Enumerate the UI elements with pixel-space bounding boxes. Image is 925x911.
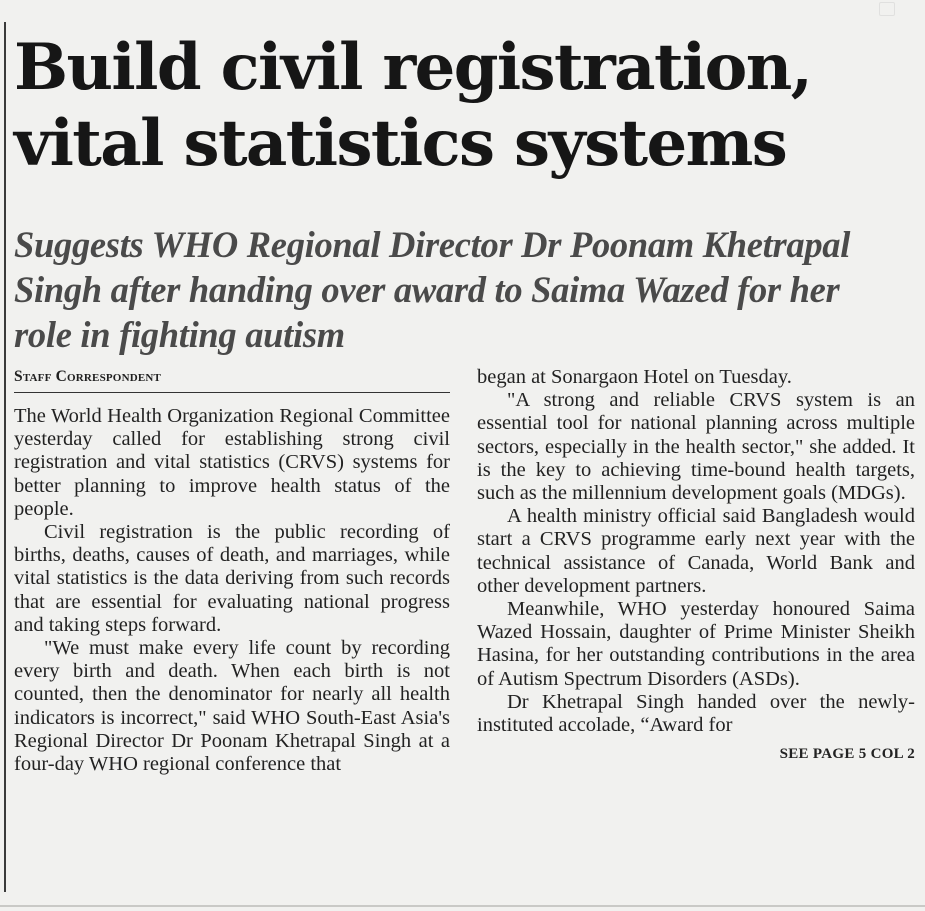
scan-corner-mark <box>879 2 895 16</box>
clipping-left-rule <box>4 22 6 892</box>
article-paragraph: Dr Khetrapal Singh handed over the newly-instituted accolade, “Award for <box>477 690 915 737</box>
article-paragraph: "We must make every life count by recording every birth and death. When each birth is not counted, then the denominator for nearly all health indicators is incorrect," said WHO South-East Asia's Regional Director Dr Poonam Khetrapal Singh at a four-day WHO regional conference that <box>14 637 450 776</box>
article-column-left <box>14 366 450 776</box>
headline-line: vital statistics systems <box>14 106 787 181</box>
subheadline-line: role in fighting autism <box>14 314 345 355</box>
subheadline-line: Suggests WHO Regional Director Dr Poonam Khetrapal <box>14 224 851 265</box>
article-paragraph: The World Health Organization Regional Committee yesterday called for establishing strong civil registration and vital statistics (CRVS) systems for better planning to improve health status of the people. <box>14 405 450 520</box>
article-paragraph: Meanwhile, WHO yesterday honoured Saima Wazed Hossain, daughter of Prime Minister Sheikh Hasina, for her outstanding contributions in the area of Autism Spectrum Disorders (ASDs). <box>477 598 915 690</box>
subheadline-line: Singh after handing over award to Saima Wazed for her <box>14 269 840 310</box>
article-paragraph: began at Sonargaon Hotel on Tuesday. <box>477 366 792 388</box>
clipping-bottom-rule <box>0 905 925 907</box>
article-paragraph: A health ministry official said Bangladesh would start a CRVS programme early next year with the technical assistance of Canada, World Bank and other development partners. <box>477 505 915 597</box>
byline: Staff Correspondent <box>14 366 450 393</box>
article-column-right <box>477 366 915 766</box>
headline-line: Build civil registration, <box>14 30 812 105</box>
headline <box>14 30 919 182</box>
continuation-note: SEE PAGE 5 COL 2 <box>779 746 915 763</box>
article-paragraph: Civil registration is the public recording of births, deaths, causes of death, and marriages, while vital statistics is the data deriving from such records that are essential for evaluating national progress and taking steps forward. <box>14 521 450 636</box>
article-paragraph: "A strong and reliable CRVS system is an essential tool for national planning across multiple sectors, especially in the health sector," she added. It is the key to achieving time-bound health targets, such as the millennium development goals (MDGs). <box>477 389 915 505</box>
subheadline <box>14 222 919 357</box>
